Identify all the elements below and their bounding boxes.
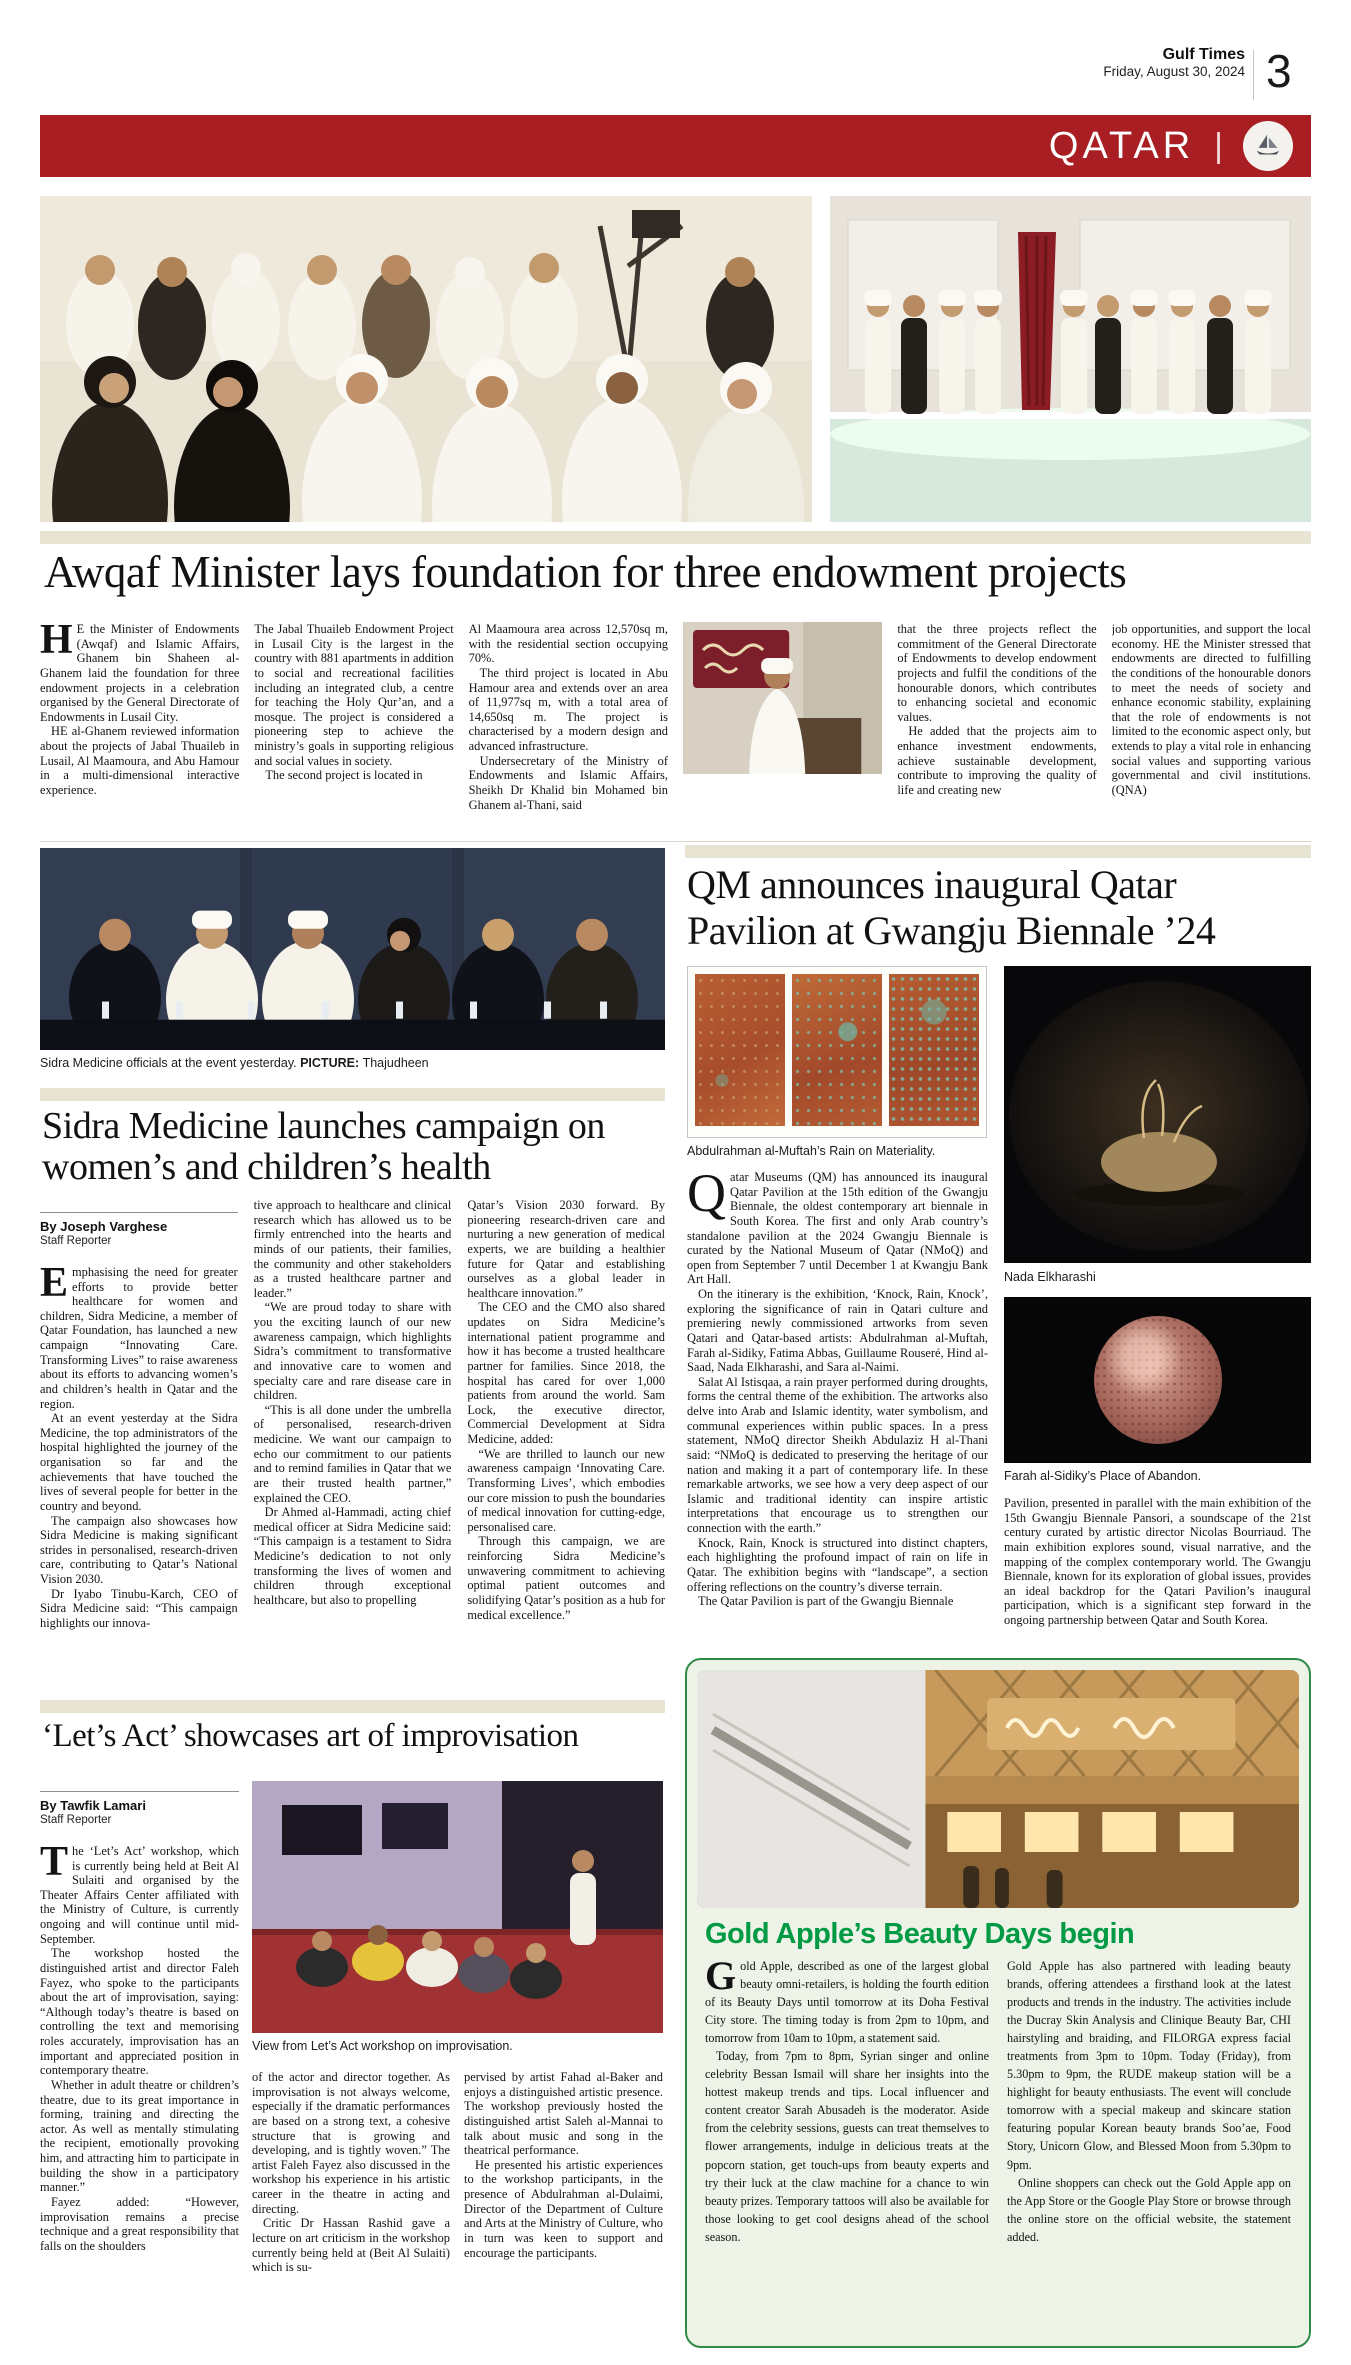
awqaf-event-photo-right	[830, 196, 1311, 522]
body-paragraph: The second project is located in	[265, 768, 423, 783]
goldapple-column-1	[705, 1953, 989, 2246]
body-paragraph: “This is all done under the umbrella of personalised, research-driven medicine. We want our campaign to echo our commitment to our patients and to remind families in Qatar that we are their trusted health partner,” explained the CEO.	[253, 1402, 452, 1505]
drop-cap: Q	[687, 1170, 726, 1223]
qm-headline: QM announces inaugural Qatar Pavilion at Gwangju Biennale ’24	[687, 862, 1216, 954]
sidra-photo-graphic	[40, 848, 665, 1050]
sidra-headline: Sidra Medicine launches campaign on women’s and children’s health	[42, 1105, 605, 1189]
awqaf-column-5	[1112, 622, 1311, 836]
goldapple-column-2	[1007, 1957, 1291, 2246]
farah-artwork-disc	[1094, 1316, 1222, 1444]
goldapple-headline: Gold Apple’s Beauty Days begin	[705, 1918, 1135, 1950]
body-paragraph: of the actor and director together. As improvisation is not always welcome, especially if the dramatic performances are based on a strong text, a cohesive structure that is growing and developing, and is tightly woven.” The artist Faleh Fayez also discussed in the workshop his experience in his artistic career in the theatre in acting and directing.	[252, 2070, 450, 2216]
dhow-icon	[1243, 121, 1293, 171]
byline-name: By Joseph Varghese	[40, 1219, 168, 1234]
body-paragraph: Pavilion, presented in parallel with the main exhibition of the 15th Gwangju Biennale Pansori, a soundscape of the 21st century curated by artistic director Nicolas Bourriaud. The main exhibition explores sound, visual narrative, and the mapping of the complex contemporary world. The Gwangju Biennale, known for its exploration of global issues, provides an ideal backdrop for the Qatari Pavilion’s inaugural participation, which is a significant step forward in the ongoing partnership between Qatar and South Korea.	[1004, 1496, 1311, 1627]
qm-column-1	[687, 1170, 988, 1652]
qm-farah-photo	[1004, 1297, 1311, 1463]
body-paragraph: Today, from 7pm to 8pm, Syrian singer and online celebrity Bessan Ismail will share her insights into the hottest makeup trends and tips. Local influencer and content creator Sarah Abusadeh is the moderator. Aside from the celebrity sessions, guests can treat themselves to flower arrangements, indulge in delicious treats at the popcorn station, get touch-ups from beauty experts and try their luck at the claw machine for a chance to win beauty prizes. Temporary tattoos will also be available for those looking to get cool designs ahead of the school season.	[705, 2049, 989, 2244]
byline	[40, 1212, 238, 1249]
workshop-photo-graphic	[252, 1781, 663, 2033]
section-kicker	[685, 845, 1311, 858]
body-paragraph: Gold Apple has also partnered with leading beauty brands, offering attendees a firsthand look at the latest products and trends in the industry. The activities include the Ducray Skin Analysis and Clinique Beauty Bar, CHI hairstyling and braiding, and FILORGA express facial treatments from 3pm to 10pm. Today (Friday), from 5.30pm to 9pm, the RUDE makeup station will be a highlight for beauty enthusiasts. The event will conclude tomorrow with a special makeup and skincare station featuring popular Korean beauty brands Soo’ae, Food Story, Unicorn Glow, and Blessed Moon from 5.30pm to 9pm.	[1007, 1959, 1291, 2172]
body-paragraph: Qatar’s Vision 2030 forward. By pioneering research-driven care and nurturing a new generation of medical experts, we are building a healthier future for Qatar and establishing ourselves as a global leader in healthcare innovation.”	[467, 1198, 666, 1300]
body-paragraph: On the itinerary is the exhibition, ‘Knock, Rain, Knock’, exploring the significance of rain in Qatari culture and premiering newly commissioned artworks from seven Qatari and Qatar-based artists: Abdulrahman al-Muftah, Farah al-Sidiky, Fatima Abbas, Guillaume Rouseré, Hind al-Saad, Nada Elkharashi, and Sara al-Naimi.	[687, 1287, 988, 1375]
section-kicker	[40, 531, 1311, 544]
body-paragraph: Knock, Rain, Knock is structured into distinct chapters, each highlighting the profound impact of rain on life in Qatar. The exhibition begins with “landscape”, a section offering reflections on the country’s diverse terrain.	[687, 1535, 988, 1594]
sidra-column-2	[254, 1198, 452, 1694]
body-paragraph: Qatar Museums (QM) has announced its inaugural Qatar Pavilion at the 15th edition of the Gwangju Biennale, the oldest contemporary art biennale in South Korea. The first and only Arab country’s standalone pavilion at the 2024 Gwangju Biennale is curated by the National Museum of Qatar (NMoQ) and open from September 7 until December 1 at Kwangju Bank Art Hall.	[687, 1170, 988, 1287]
body-paragraph: Through this campaign, we are reinforcing Sidra Medicine’s unwavering commitment to achieving optimal patient outcomes and solidifying Qatar’s position as a hub for medical excellence.”	[467, 1534, 666, 1622]
awqaf-column-3	[469, 622, 668, 836]
body-paragraph: Online shoppers can check out the Gold Apple app on the App Store or the Google Play Store or browse through the online store on the official website, the statement added.	[1007, 2175, 1291, 2244]
section-banner	[40, 115, 1311, 177]
qm-farah-caption: Farah al-Sidiky’s Place of Abandon.	[1004, 1469, 1202, 1483]
masthead	[1103, 46, 1245, 80]
body-paragraph: Salat Al Istisqaa, a rain prayer performed during droughts, forms the central theme of the exhibition. The artworks also delve into Arab and Islamic identity, water symbolism, and communal experiences within public spaces. In a press statement, NMoQ director Sheikh Abdulaziz H al-Thani said: “NMoQ is dedicated to preserving the heritage of our nation and making it a part of contemporary life. In these remarkable artworks, we see how a very deep aspect of our Islamic and traditional identity can inspire artistic interpretations that encourage us to strengthen our connection with the earth.”	[687, 1374, 988, 1535]
body-paragraph: The CEO and the CMO also shared updates on Sidra Medicine’s international patient programme and how it has become a trusted healthcare partner for families. Since 2018, the hospital has cared for over 1,000 patients from around the world. Sam Lock, the executive director, Commercial Development at Sidra Medicine, added:	[467, 1300, 666, 1446]
masthead-date: Friday, August 30, 2024	[1103, 64, 1245, 80]
letsact-column-1	[40, 1781, 239, 2341]
drop-cap: H	[40, 622, 73, 663]
byline	[40, 1791, 239, 1828]
caption-credit-label: PICTURE:	[300, 1056, 363, 1070]
page-number: 3	[1266, 45, 1292, 97]
section-divider: |	[1214, 126, 1223, 165]
artwork-panel	[889, 974, 979, 1126]
sidra-photo	[40, 848, 665, 1050]
awqaf-column-1	[40, 622, 239, 836]
body-paragraph: “We are proud today to share with you the exciting launch of our new awareness campaign, which highlights Sidra’s commitment to transformative and innovative care to women and specialty care and rare disease care in children.	[253, 1300, 452, 1403]
awqaf-photo-slot	[683, 622, 882, 836]
awqaf-headline: Awqaf Minister lays foundation for three endowment projects	[44, 547, 1127, 597]
body-paragraph: The ‘Let’s Act’ workshop, which is currently being held at Beit Al Sulaiti and organised by the Theater Affairs Center affiliated with the Ministry of Culture, is currently ongoing and will continue until mid-September.	[40, 1838, 239, 1946]
letsact-headline: ‘Let’s Act’ showcases art of improvisation	[42, 1718, 579, 1754]
body-paragraph: The Jabal Thuaileb Endowment Project in Lusail City is the largest in the country with 881 apartments in addition to social and recreational facilities including an integrated club, a centre for teaching the Holy Qur’an, and a mosque. The project is considered a pioneering step to achieve the ministry’s goals in supporting religious and social values in society.	[254, 622, 454, 768]
body-paragraph: that the three projects reflect the commitment of the General Directorate of Endowments to develop endowment projects and fulfil the conditions of the honourable donors, which contributes to enhancing societal and economic values.	[897, 622, 1097, 724]
body-paragraph: Fayez added: “However, improvisation remains a precise technique and a great responsibility that falls on the shoulders	[40, 2194, 239, 2253]
sidra-photo-caption	[40, 1056, 665, 1070]
sidra-column-3	[467, 1198, 665, 1694]
drop-cap: T	[40, 1838, 69, 1885]
body-paragraph: H E the Minister of Endowments (Awqaf) and Islamic Affairs, Ghanem bin Shaheen al-Ghanem laid the foundation for three endowment projects in a celebration organised by the General Directorate of Endowments in Lusail City.	[40, 622, 240, 724]
qm-artwork-triptych	[687, 966, 987, 1138]
body-paragraph: Undersecretary of the Ministry of Endowments and Islamic Affairs, Sheikh Dr Khalid bin Mohamed bin Ghanem al-Thani, said	[468, 753, 668, 812]
body-paragraph: The Qatar Pavilion is part of the Gwangju Biennale	[698, 1594, 954, 1609]
body-paragraph: tive approach to healthcare and clinical research which has allowed us to be firmly entrenched into the hearts and minds of our patients, their families, the community and other stakeholders as a trusted healthcare partner and leader.”	[253, 1198, 452, 1300]
body-paragraph: The campaign also showcases how Sidra Medicine is making significant strides in personalised, research-driven care, contributing to Qatar’s National Vision 2030.	[40, 1513, 238, 1587]
body-paragraph: He presented his artistic experiences to the workshop participants, in the presence of Abdulrahman al-Dulaimi, Director of the Department of Culture and Arts at the Ministry of Culture, who in turn was keen to support and encourage the participants.	[464, 2157, 663, 2260]
speaker-photo-graphic	[683, 622, 882, 774]
body-paragraph: The third project is located in Abu Hamour area and extends over an area of 11,977sq m, with a total area of 14,650sq m. The project is characterised by a modern design and advanced infrastructure.	[468, 665, 668, 753]
body-paragraph: The workshop hosted the distinguished artist and director Faleh Fayez, who spoke to the participants about the art of improvisation, saying: “Although today’s theatre is based on controlling the text and memorising roles accurately, improvisation has an important and appreciated position in contemporary theatre.	[40, 1946, 239, 2078]
letsact-column-2	[252, 2070, 450, 2350]
byline-role: Staff Reporter	[40, 1814, 112, 1827]
awqaf-event-photo-left	[40, 196, 812, 522]
drop-cap: E	[40, 1259, 69, 1306]
body-paragraph: He added that the projects aim to enhance investment endowments, achieve sustainable development, contribute to improving the quality of life and creating new	[897, 724, 1097, 797]
awqaf-column-2	[254, 622, 453, 836]
nada-photo-graphic	[1004, 966, 1311, 1263]
awqaf-column-4	[897, 622, 1096, 836]
artwork-panel	[695, 974, 785, 1126]
awqaf-body	[40, 622, 1311, 836]
qm-nada-photo	[1004, 966, 1311, 1263]
section-rule	[40, 841, 1311, 842]
body-paragraph: Dr Iyabo Tinubu-Karch, CEO of Sidra Medicine said: “This campaign highlights our innova-	[40, 1586, 238, 1630]
drop-cap: G	[705, 1953, 737, 1998]
awqaf-speaker-photo	[683, 622, 882, 774]
caption-text: Sidra Medicine officials at the event yesterday.	[40, 1056, 301, 1070]
qm-column-2	[1004, 1496, 1311, 1652]
body-paragraph: pervised by artist Fahad al-Baker and enjoys a distinguished artistic presence. The workshop previously hosted the distinguished artist Saleh al-Mannai to talk about music and song in the theatrical performance.	[464, 2070, 663, 2158]
body-paragraph: Emphasising the need for greater efforts to provide better healthcare for women and children, Sidra Medicine, a member of Qatar Foundation, has launched a new campaign “Innovating Care. Transforming Lives” to raise awareness about its efforts to advancing women’s and children’s health in Qatar and the region.	[40, 1259, 238, 1411]
unveiling-photo-graphic	[830, 196, 1311, 522]
qm-artwork-caption: Abdulrahman al-Muftah’s Rain on Materiality.	[687, 1144, 936, 1158]
sidra-column-1	[40, 1198, 238, 1694]
body-paragraph: Dr Ahmed al-Hammadi, acting chief medical officer at Sidra Medicine said: “This campaign is a testament to Sidra Medicine’s dedication to not only transforming the lives of women and children through exceptional healthcare, but also to propelling	[253, 1505, 452, 1607]
sidra-body	[40, 1198, 665, 1694]
artwork-panel	[792, 974, 882, 1126]
body-paragraph: job opportunities, and support the local economy. HE the Minister stressed that endowments are directed to fulfilling the conditions of the honourable donors to meet the needs of society and enhance economic stability, explaining that the role of endowments is not limited to the economic aspect only, but extends to play a vital role in enhancing social values and supporting various governmental and civil institutions. (QNA)	[1111, 622, 1311, 797]
store-photo-graphic	[697, 1670, 1299, 1908]
body-paragraph: Critic Dr Hassan Rashid gave a lecture on art criticism in the workshop currently being held at (Beit Al Sulaiti) which is su-	[252, 2216, 450, 2275]
section-kicker	[40, 1700, 665, 1713]
body-paragraph: HE al-Ghanem reviewed information about the projects of Jabal Thuaileb in Lusail, Al Maamoura, and Abu Hamour in a multi-dimensional interactive experience.	[40, 724, 240, 797]
body-paragraph: Whether in adult theatre or children’s theatre, due to its great importance in forming, training and directing the actor. As well as mentally stimulating the recipient, emotionally provoking him, and attracting him to participate in building the show in a participatory manner.”	[40, 2077, 239, 2195]
section-label: QATAR	[1048, 124, 1195, 167]
letsact-photo	[252, 1781, 663, 2033]
goldapple-body	[705, 1953, 1291, 2246]
goldapple-story-box	[685, 1658, 1311, 2348]
byline-name: By Tawfik Lamari	[40, 1798, 146, 1813]
body-paragraph: “We are thrilled to launch our new awareness campaign ‘Innovating Care. Transforming Lives’, which embodies our core mission to push the boundaries of medical innovation for cutting-edge, personalised care.	[467, 1446, 666, 1534]
caption-credit: Thajudheen	[362, 1056, 429, 1070]
body-paragraph: Al Maamoura area across 12,570sq m, with the residential section occupying 70%.	[468, 622, 668, 666]
body-paragraph: At an event yesterday at the Sidra Medicine, the top administrators of the hospital highlighted the journey of the organisation so far and the achievements that have touched the lives of several people for better in the country and beyond.	[40, 1411, 238, 1513]
body-paragraph: Gold Apple, described as one of the largest global beauty omni-retailers, is holding the fourth edition of its Beauty Days until tomorrow at its Doha Festival City store. The timing today is from 2pm to 10pm, and tomorrow from 10am to 10pm, a statement said.	[705, 1953, 989, 2046]
letsact-photo-caption: View from Let’s Act workshop on improvisation.	[252, 2039, 513, 2053]
goldapple-photo	[697, 1670, 1299, 1908]
header-divider	[1253, 50, 1254, 100]
section-kicker	[40, 1088, 665, 1101]
byline-role: Staff Reporter	[40, 1235, 112, 1248]
masthead-title: Gulf Times	[1162, 46, 1245, 63]
letsact-column-3	[464, 2070, 663, 2350]
qm-nada-caption: Nada Elkharashi	[1004, 1270, 1096, 1284]
crowd-photo-graphic	[40, 196, 812, 522]
